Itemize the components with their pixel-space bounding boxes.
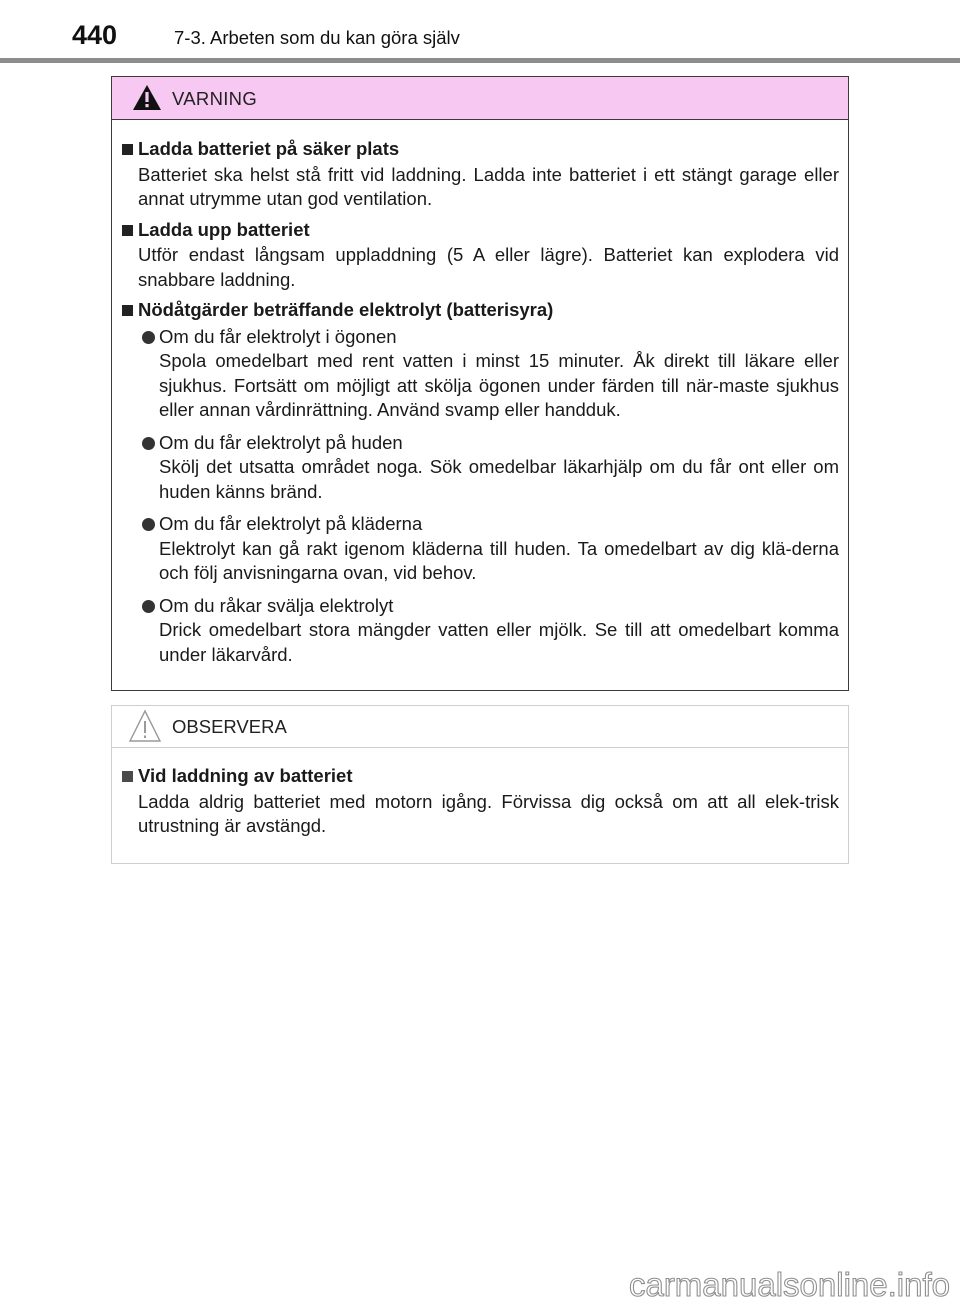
subitem-title: Om du får elektrolyt på kläderna — [159, 513, 423, 534]
warning-item-title: Ladda upp batteriet — [138, 218, 310, 240]
subitem-text: Elektrolyt kan gå rakt igenom kläderna till huden. Ta omedelbart av dig klä-derna och följ anvisningarna ovan, vid behov. — [159, 537, 839, 583]
subitem-text: Skölj det utsatta området noga. Sök omedelbar läkarhjälp om du får ont eller om huden känns bränd. — [159, 456, 839, 502]
warning-item-text: Batteriet ska helst stå fritt vid laddning. Ladda inte batteriet i ett stängt garage eller annat utrymme utan god ventilation. — [138, 163, 839, 209]
subitem-text: Drick omedelbart stora mängder vatten eller mjölk. Se till att omedelbart komma under läkarvård. — [159, 619, 839, 665]
warning-item-title: Nödåtgärder beträffande elektrolyt (batterisyra) — [138, 299, 554, 320]
subitem-title: Om du får elektrolyt på huden — [159, 431, 403, 453]
notice-item-title: Vid laddning av batteriet — [138, 765, 353, 786]
warning-item-text: Utför endast långsam uppladdning (5 A eller lägre). Batteriet kan explodera vid snabbare laddning. — [138, 244, 839, 290]
notice-item-text: Ladda aldrig batteriet med motorn igång. Förvissa dig också om att all elek-trisk utrustning är avstängd. — [138, 790, 839, 836]
subitem-title: Om du råkar svälja elektrolyt — [159, 594, 394, 616]
notice-label: OBSERVERA — [172, 716, 287, 737]
watermark-text: carmanualsonline.info — [628, 1266, 950, 1303]
page-number: 440 — [72, 20, 118, 50]
subitem-title: Om du får elektrolyt i ögonen — [159, 325, 397, 347]
warning-label: VARNING — [172, 88, 258, 109]
section-title: 7-3. Arbeten som du kan göra själv — [174, 27, 460, 48]
warning-item-title: Ladda batteriet på säker plats — [138, 138, 400, 159]
subitem-text: Spola omedelbart med rent vatten i minst 15 minuter. Åk direkt till läkare eller sjukhus. Fortsätt om möjligt att skölja ögonen under färden till när-maste sjukhus eller annan vårdinrättning. Använd svamp eller handduk. — [159, 350, 839, 420]
